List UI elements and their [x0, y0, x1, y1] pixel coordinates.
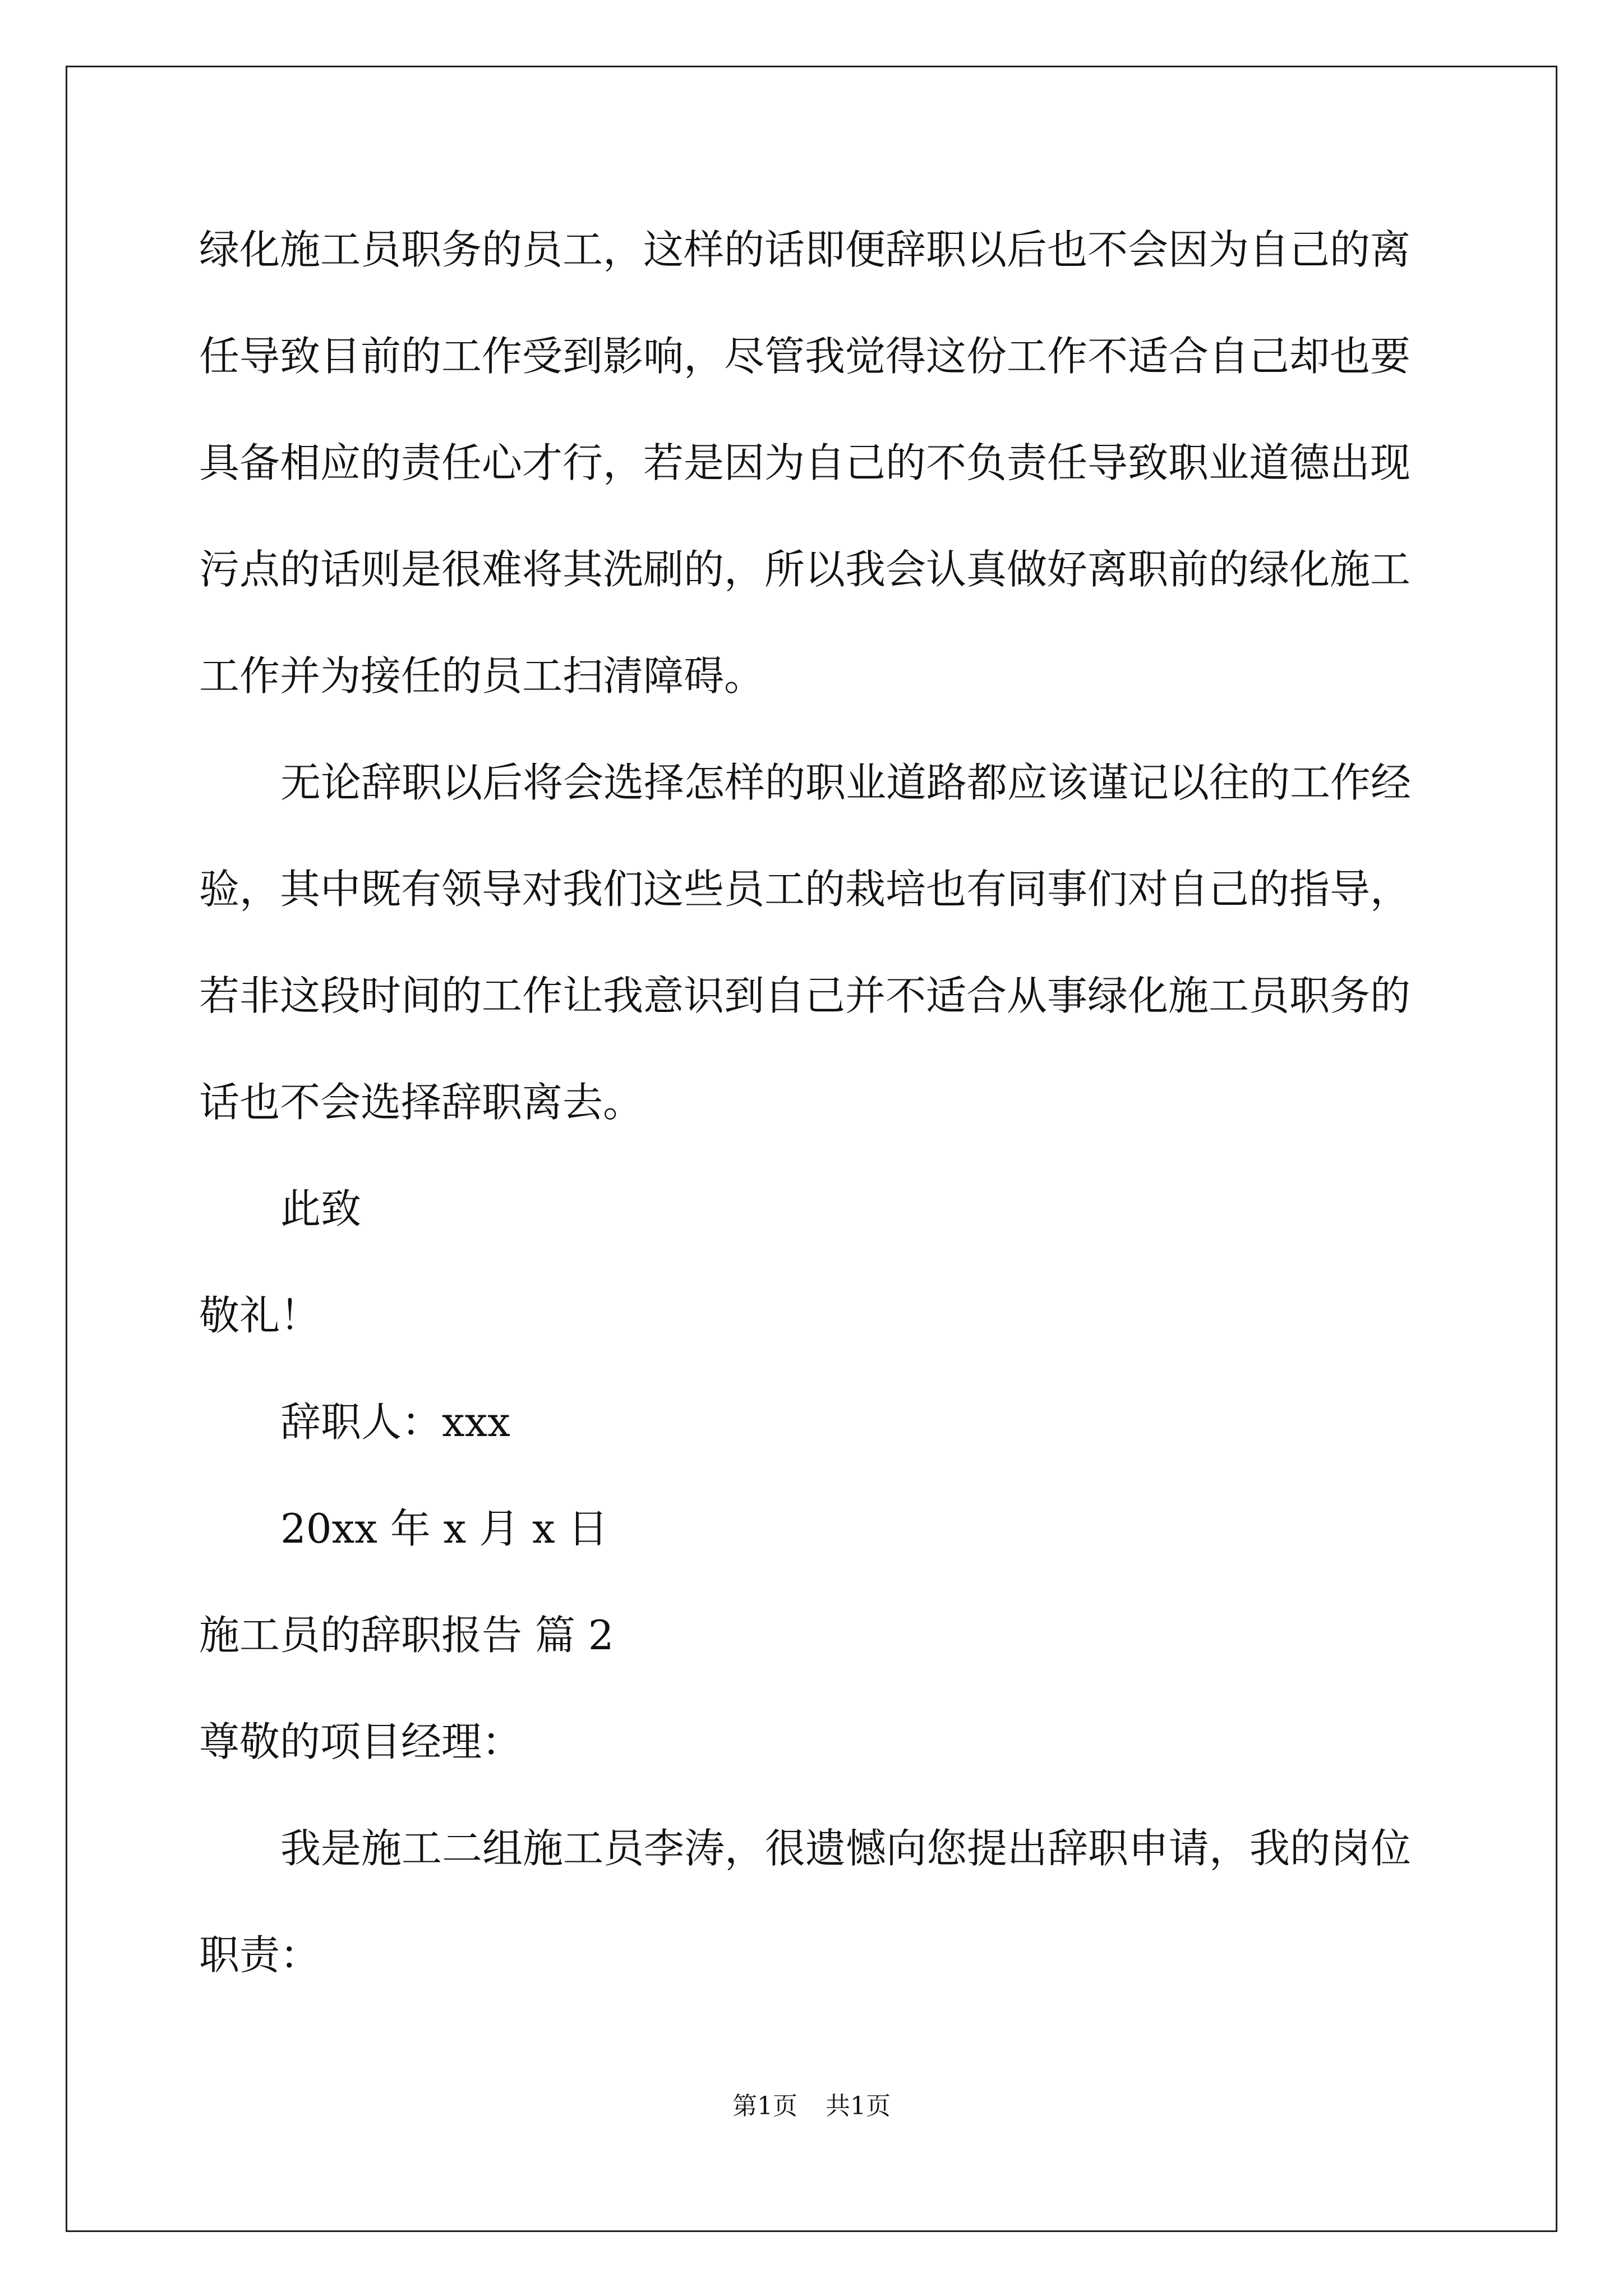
closing-regards: 敬礼！	[199, 1292, 321, 1339]
paragraph-line: 任导致目前的工作受到影响，尽管我觉得这份工作不适合自己却也要	[199, 333, 1411, 380]
paragraph-line: 若非这段时间的工作让我意识到自己并不适合从事绿化施工员职务的	[199, 972, 1411, 1019]
signature-date: 20xx 年 x 月 x 日	[280, 1505, 608, 1552]
closing-salutation: 此致	[280, 1185, 362, 1232]
paragraph-line: 职责：	[199, 1931, 321, 1978]
letter-greeting: 尊敬的项目经理：	[199, 1718, 523, 1765]
page-number: 第1页	[732, 2092, 797, 2120]
paragraph-line: 话也不会选择辞职离去。	[199, 1079, 644, 1126]
paragraph-line: 我是施工二组施工员李涛，很遗憾向您提出辞职申请，我的岗位	[280, 1825, 1412, 1872]
signature-name: 辞职人：xxx	[280, 1398, 510, 1446]
document-body	[199, 216, 1430, 2028]
paragraph-line: 绿化施工员职务的员工，这样的话即便辞职以后也不会因为自己的离	[199, 226, 1411, 273]
page-footer	[0, 2090, 1623, 2123]
paragraph-line: 无论辞职以后将会选择怎样的职业道路都应该谨记以往的工作经	[280, 759, 1412, 806]
section-heading: 施工员的辞职报告 篇 2	[199, 1612, 614, 1659]
paragraph-line: 验，其中既有领导对我们这些员工的栽培也有同事们对自己的指导，	[199, 866, 1411, 913]
page-total: 共1页	[826, 2092, 891, 2120]
paragraph-line: 工作并为接任的员工扫清障碍。	[199, 652, 765, 700]
paragraph-line: 具备相应的责任心才行，若是因为自己的不负责任导致职业道德出现	[199, 439, 1411, 486]
paragraph-line: 污点的话则是很难将其洗刷的，所以我会认真做好离职前的绿化施工	[199, 546, 1411, 593]
